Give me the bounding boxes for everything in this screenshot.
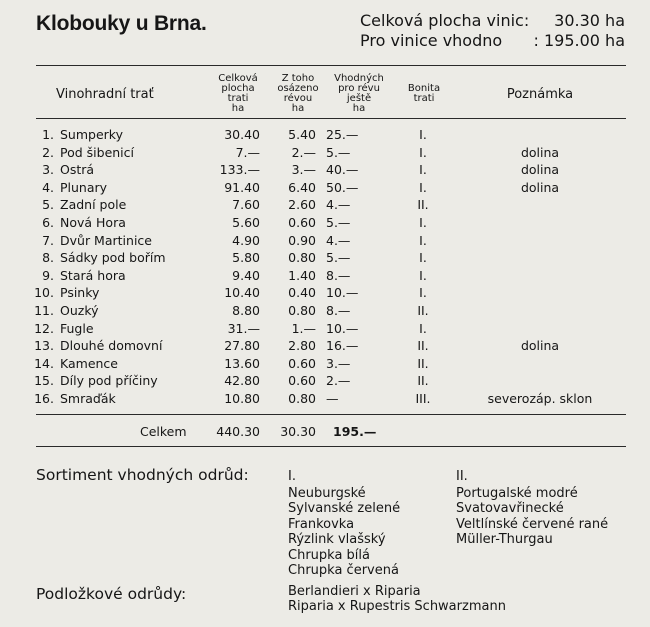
bonita-cell: II. <box>417 355 429 371</box>
trat-name: Smraďák <box>60 390 116 406</box>
area-cell: 133.— <box>219 162 260 178</box>
total-top-rule <box>36 414 626 415</box>
table-top-rule <box>36 65 626 66</box>
row-number: 2. <box>42 144 54 160</box>
trat-name: Kamence <box>60 355 118 371</box>
variety-item: Rýzlink vlašský <box>288 532 386 548</box>
suitable-cell: 2.— <box>326 373 351 389</box>
summary-label: Pro vinice vhodno <box>360 31 503 50</box>
suitable-cell: 4.— <box>326 197 351 213</box>
note-cell: dolina <box>520 144 560 160</box>
row-number: 6. <box>42 214 54 230</box>
planted-cell: 0.80 <box>288 390 316 406</box>
table-row <box>0 126 650 144</box>
suitable-cell: 5.— <box>326 214 351 230</box>
trat-name: Dlouhé domovní <box>60 338 163 354</box>
total-label: Celkem <box>140 424 187 439</box>
sortiment-label: Sortiment vhodných odrůd: <box>36 466 249 484</box>
bonita-cell: I. <box>419 267 427 283</box>
row-number: 13. <box>34 338 54 354</box>
bonita-cell: I. <box>419 232 427 248</box>
summary-value: : 195.00 ha <box>533 31 625 50</box>
suitable-cell: 3.— <box>326 355 351 371</box>
note-cell: dolina <box>520 338 560 354</box>
note-cell: dolina <box>520 162 560 178</box>
rootstock-item: Berlandieri x Riparia <box>288 584 421 599</box>
row-number: 5. <box>42 197 54 213</box>
variety-item: Veltlínské červené rané <box>456 516 609 532</box>
row-number: 11. <box>34 302 54 318</box>
trat-name: Dvůr Martinice <box>60 232 152 248</box>
area-cell: 5.60 <box>232 214 260 230</box>
planted-cell: 0.40 <box>288 285 316 301</box>
suitable-cell: 16.— <box>326 338 359 354</box>
rootstock-item: Riparia x Rupestris Schwarzmann <box>288 599 506 615</box>
trat-name: Pod šibenicí <box>60 144 134 160</box>
planted-cell: 0.80 <box>288 250 316 266</box>
trat-name: Psinky <box>60 285 100 301</box>
table-row <box>0 249 650 267</box>
trat-name: Fugle <box>60 320 94 336</box>
table-row <box>0 232 650 250</box>
row-number: 16. <box>34 390 54 406</box>
area-cell: 31.— <box>227 320 260 336</box>
suitable-cell: 5.— <box>326 250 351 266</box>
planted-cell: 0.60 <box>288 355 316 371</box>
suitable-cell: 40.— <box>326 162 359 178</box>
area-cell: 7.60 <box>232 197 260 213</box>
table-row <box>0 337 650 355</box>
planted-cell: 3.— <box>291 162 316 178</box>
trat-name: Ouzký <box>60 302 99 318</box>
sortiment-col2-head: II. <box>456 469 468 484</box>
variety-item: Chrupka bílá <box>288 547 370 563</box>
trat-name: Sádky pod bořím <box>60 250 166 266</box>
sortiment-col1-list <box>288 486 400 578</box>
row-number: 4. <box>42 179 54 195</box>
header-trat: Vinohradní trať <box>56 87 154 102</box>
table-row <box>0 161 650 179</box>
planted-cell: 1.— <box>291 320 316 336</box>
row-number: 7. <box>42 232 54 248</box>
area-cell: 10.40 <box>224 285 260 301</box>
header-note: Poznámka <box>506 87 574 102</box>
note-cell: severozáp. sklon <box>487 390 593 406</box>
planted-cell: 2.— <box>291 144 316 160</box>
table-row <box>0 144 650 162</box>
area-cell: 5.80 <box>232 250 260 266</box>
table-row <box>0 372 650 390</box>
bonita-cell: I. <box>419 179 427 195</box>
variety-item: Svatovavřinecké <box>456 501 564 517</box>
header-bonita: Bonita trati <box>407 83 441 104</box>
area-cell: 10.80 <box>224 390 260 406</box>
planted-cell: 0.90 <box>288 232 316 248</box>
bonita-cell: I. <box>419 127 427 142</box>
header-area: Celková plocha trati ha <box>218 73 258 114</box>
suitable-cell: 10.— <box>326 320 359 336</box>
podnoze-label: Podložkové odrůdy: <box>36 585 187 603</box>
sortiment-col2-list <box>456 486 608 548</box>
bonita-cell: II. <box>417 373 429 389</box>
area-cell: 42.80 <box>224 373 260 389</box>
variety-item: Chrupka červená <box>288 563 399 579</box>
planted-cell: 1.40 <box>288 267 316 283</box>
suitable-cell: 8.— <box>326 302 351 318</box>
planted-cell: 2.60 <box>288 197 316 213</box>
trat-name: Stará hora <box>60 267 126 283</box>
table-row <box>0 302 650 320</box>
row-number: 3. <box>42 162 54 178</box>
total-planted: 30.30 <box>280 424 316 439</box>
bonita-cell: I. <box>419 214 427 230</box>
row-number: 9. <box>42 267 54 283</box>
row-number: 1. <box>42 127 54 142</box>
bonita-cell: I. <box>419 285 427 301</box>
bonita-cell: II. <box>417 338 429 354</box>
bonita-cell: II. <box>417 197 429 213</box>
area-cell: 8.80 <box>232 302 260 318</box>
bonita-cell: II. <box>417 302 429 318</box>
area-cell: 30.40 <box>224 127 260 142</box>
row-number: 15. <box>34 373 54 389</box>
area-cell: 4.90 <box>232 232 260 248</box>
suitable-cell: 5.— <box>326 144 351 160</box>
table-row <box>0 320 650 338</box>
bonita-cell: I. <box>419 144 427 160</box>
total-area: 440.30 <box>216 424 260 439</box>
area-cell: 91.40 <box>224 179 260 195</box>
table-row <box>0 214 650 232</box>
bonita-cell: I. <box>419 250 427 266</box>
sortiment-col1-head: I. <box>288 469 296 484</box>
header-planted: Z toho osázeno révou ha <box>277 73 319 114</box>
planted-cell: 2.80 <box>288 338 316 354</box>
trat-name: Plunary <box>60 179 108 195</box>
trat-name: Díly pod příčiny <box>60 373 158 389</box>
page-title: Klobouky u Brna. <box>36 12 207 35</box>
summary-row-total-area <box>360 11 625 31</box>
area-cell: 27.80 <box>224 338 260 354</box>
row-number: 10. <box>34 285 54 301</box>
header-bottom-rule <box>36 118 626 119</box>
trat-name: Sumperky <box>60 127 123 142</box>
summary-value: 30.30 ha <box>554 11 625 30</box>
planted-cell: 6.40 <box>288 179 316 195</box>
table-body <box>0 126 650 408</box>
area-cell: 7.— <box>235 144 260 160</box>
trat-name: Ostrá <box>60 162 95 178</box>
planted-cell: 0.60 <box>288 373 316 389</box>
bonita-cell: I. <box>419 162 427 178</box>
variety-item: Neuburgské <box>288 486 366 501</box>
planted-cell: 0.80 <box>288 302 316 318</box>
suitable-cell: 4.— <box>326 232 351 248</box>
area-cell: 13.60 <box>224 355 260 371</box>
trat-name: Zadní pole <box>60 197 127 213</box>
table-row <box>0 355 650 373</box>
row-number: 8. <box>42 250 54 266</box>
table-row <box>0 179 650 197</box>
area-cell: 9.40 <box>232 267 260 283</box>
variety-item: Frankovka <box>288 516 355 532</box>
suitable-cell: 25.— <box>326 127 359 142</box>
suitable-cell: 50.— <box>326 179 359 195</box>
summary-row-suitable-area <box>360 31 625 51</box>
summary-label: Celková plocha vinic: <box>360 11 530 30</box>
variety-item: Portugalské modré <box>456 486 578 501</box>
table-row <box>0 390 650 408</box>
variety-item: Sylvanské zelené <box>288 501 401 517</box>
summary-block <box>360 11 625 51</box>
planted-cell: 0.60 <box>288 214 316 230</box>
table-row <box>0 196 650 214</box>
podnoze-list <box>288 584 506 615</box>
total-bottom-rule <box>36 446 626 447</box>
variety-item: Müller-Thurgau <box>456 532 553 548</box>
table-row <box>0 284 650 302</box>
planted-cell: 5.40 <box>288 127 316 142</box>
row-number: 14. <box>34 355 54 371</box>
suitable-cell: 10.— <box>326 285 359 301</box>
trat-name: Nová Hora <box>60 214 126 230</box>
table-row <box>0 267 650 285</box>
bonita-cell: I. <box>419 320 427 336</box>
header-suitable: Vhodných pro révu ještě ha <box>334 73 384 114</box>
suitable-cell: 8.— <box>326 267 351 283</box>
suitable-cell: — <box>326 390 339 406</box>
note-cell: dolina <box>520 179 560 195</box>
row-number: 12. <box>34 320 54 336</box>
bonita-cell: III. <box>415 390 431 406</box>
total-suitable: 195.— <box>333 424 377 439</box>
